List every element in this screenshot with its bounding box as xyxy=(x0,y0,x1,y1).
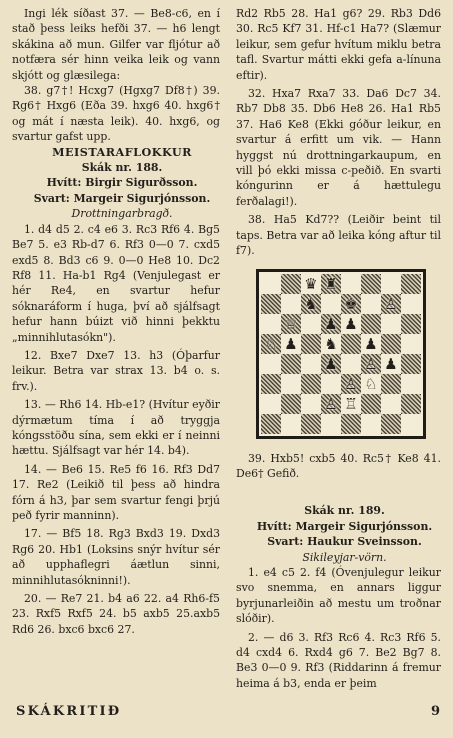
chess-piece-icon: ♙ xyxy=(384,294,398,313)
board-square xyxy=(381,294,401,314)
chess-piece-icon: ♛ xyxy=(304,274,318,293)
board-square xyxy=(341,294,361,314)
paragraph: 17. — Bf5 18. Rg3 Bxd3 19. Dxd3 Rg6 20. Hb1 (Loksins snýr hvítur sér að upphaflegri áætlun sinni, minnihlutasókninni!). xyxy=(12,527,220,587)
game-title: Skák nr. 188. xyxy=(81,161,163,175)
board-square xyxy=(261,374,281,394)
board-square xyxy=(301,394,321,414)
board-square xyxy=(281,294,301,314)
board-square xyxy=(401,314,421,334)
game-title: Skák nr. 189. xyxy=(304,504,385,518)
chess-piece-icon: ♘ xyxy=(364,374,378,393)
board-square xyxy=(361,414,381,434)
board-square xyxy=(361,294,381,314)
board-square xyxy=(401,274,421,294)
board-square xyxy=(381,274,401,294)
board-square xyxy=(341,334,361,354)
board-square xyxy=(381,354,401,374)
board-square xyxy=(281,394,301,414)
chess-piece-icon: ♟ xyxy=(324,354,338,373)
chess-piece-icon: ♞ xyxy=(324,334,338,353)
board-square xyxy=(321,294,341,314)
page-number: 9 xyxy=(431,704,441,719)
paragraph: 14. — Be6 15. Re5 f6 16. Rf3 Dd7 17. Re2 (Leikið til þess að hindra fórn á h3, þar sem svartur fengi þrjú peð fyrir manninn). xyxy=(12,462,220,522)
board-square xyxy=(321,374,341,394)
board-square xyxy=(341,274,361,294)
board-square xyxy=(321,334,341,354)
chess-piece-icon: ♟ xyxy=(284,334,298,353)
board-square xyxy=(381,334,401,354)
chess-piece-icon: ♙ xyxy=(344,374,358,393)
black-player: Svart: Haukur Sveinsson. xyxy=(267,535,422,549)
board-square xyxy=(381,374,401,394)
board-square xyxy=(401,354,421,374)
section-title: MEISTARAFLOKKUR xyxy=(52,144,192,159)
board-square xyxy=(341,414,361,434)
paragraph: 39. Hxb5! cxb5 40. Rc5† Ke8 41. De6† Gefið. xyxy=(236,451,441,480)
paragraph: Ingi lék síðast 37. — Be8-c6, en í stað þess leiks hefði 37. — h6 lengt skákina að mun. Gilfer var fljótur að notfæra sér hinn veika leik og vann skjótt og glæsilega: xyxy=(12,7,220,82)
board-square xyxy=(281,274,301,294)
board-square xyxy=(261,334,281,354)
board-square xyxy=(301,314,321,334)
board-square xyxy=(401,294,421,314)
chess-piece-icon: ♖ xyxy=(344,394,358,413)
board-square xyxy=(361,314,381,334)
board-square xyxy=(281,414,301,434)
magazine-name: SKÁKRITIÐ xyxy=(16,704,122,719)
board-square xyxy=(261,294,281,314)
board-square xyxy=(341,354,361,374)
board-square xyxy=(401,414,421,434)
board-square xyxy=(361,374,381,394)
board-square xyxy=(361,394,381,414)
board-square xyxy=(261,274,281,294)
board-square xyxy=(341,374,361,394)
board-square xyxy=(301,294,321,314)
board-square xyxy=(321,414,341,434)
paragraph: 12. Bxe7 Dxe7 13. h3 (Óþarfur leikur. Betra var strax 13. b4 o. s. frv.). xyxy=(12,348,220,393)
board-square xyxy=(261,414,281,434)
board-square xyxy=(301,414,321,434)
chess-piece-icon: ♕ xyxy=(284,314,298,333)
board-square xyxy=(341,394,361,414)
board-square xyxy=(301,354,321,374)
chess-board xyxy=(261,274,421,434)
paragraph: 38. g7†! Hcxg7 (Hgxg7 Df8†) 39. Rg6† Hxg6 (Eða 39. hxg6 40. hxg6† og mát í næsta leik). 40. hxg6, og svartur gafst upp. xyxy=(12,84,220,144)
board-square xyxy=(261,394,281,414)
board-square xyxy=(261,314,281,334)
chess-piece-icon: ♟ xyxy=(364,334,378,353)
opening-name: Sikileyjar-vörn. xyxy=(302,550,387,564)
chess-piece-icon: ♟ xyxy=(384,354,398,373)
board-square xyxy=(361,354,381,374)
board-square xyxy=(321,314,341,334)
chess-piece-icon: ♞ xyxy=(304,294,318,313)
paragraph: 32. Hxa7 Rxa7 33. Da6 Dc7 34. Rb7 Db8 35. Db6 He8 26. Ha1 Rb5 37. Ha6 Ke8 (Ekki góður leikur, en svartur á erfitt um vik. — Hann hyggst nú drottningarkaupum, en vill þó ekki missa c-peðið. En svarti kóngurinn er á hættulegu ferðalagi!). xyxy=(236,87,441,208)
chess-piece-icon: ♟ xyxy=(344,314,358,333)
paragraph: 1. e4 c5 2. f4 (Óvenjulegur leikur svo snemma, en annars liggur byrjunarleiðin að mestu um troðnar slóðir). xyxy=(236,565,441,626)
board-square xyxy=(401,394,421,414)
chess-piece-icon: ♟ xyxy=(324,314,338,333)
board-square xyxy=(321,394,341,414)
board-square xyxy=(401,374,421,394)
board-square xyxy=(381,414,401,434)
board-square xyxy=(301,274,321,294)
board-square xyxy=(301,334,321,354)
left-column xyxy=(12,6,220,637)
white-player: Hvítt: Birgir Sigurðsson. xyxy=(46,176,198,190)
chess-piece-icon: ♘ xyxy=(264,334,278,353)
black-player: Svart: Margeir Sigurjónsson. xyxy=(33,191,211,205)
paragraph: 38. Ha5 Kd7?? (Leiðir beint til taps. Betra var að leika kóng aftur til f7). xyxy=(236,213,441,258)
chess-piece-icon: ♙ xyxy=(324,394,338,413)
paragraph: 20. — Re7 21. b4 a6 22. a4 Rh6-f5 23. Rxf5 Rxf5 24. b5 axb5 25.axb5 Rd6 26. bxc6 bxc6 27. xyxy=(12,592,220,636)
paragraph: 2. — d6 3. Rf3 Rc6 4. Rc3 Rf6 5. d4 cxd4 6. Rxd4 g6 7. Be2 Bg7 8. Be3 0—0 9. Rf3 (Riddarinn á fremur heima á b3, enda er þeim xyxy=(236,630,441,690)
board-square xyxy=(281,314,301,334)
chess-piece-icon: ♙ xyxy=(364,354,378,373)
board-square xyxy=(381,394,401,414)
opening-name: Drottningarbragð. xyxy=(71,207,173,221)
board-square xyxy=(401,334,421,354)
board-square xyxy=(261,354,281,374)
board-square xyxy=(381,314,401,334)
right-column xyxy=(236,6,441,691)
board-square xyxy=(281,354,301,374)
chess-diagram xyxy=(256,269,426,439)
chess-piece-icon: ♚ xyxy=(344,294,358,313)
paragraph: 1. d4 d5 2. c4 e6 3. Rc3 Rf6 4. Bg5 Be7 5. e3 Rb-d7 6. Rf3 0—0 7. cxd5 exd5 8. Bd3 c6 9. 0—0 He8 10. Dc2 Rf8 11. Ha-b1 Rg4 (Venjulegast er hér Re4, en svartur hefur sóknaráform í huga, því að sjálfsagt hefur hann búizt við hinni þekktu „minnihlutasókn"). xyxy=(12,222,220,344)
white-player: Hvítt: Margeir Sigurjónsson. xyxy=(256,519,433,533)
board-square xyxy=(301,374,321,394)
paragraph: 13. — Rh6 14. Hb-e1? (Hvítur eyðir dýrmætum tíma í að tryggja kóngsstöðu sína, sem ekki er í neinni hættu. Sjálfsagt var hér 14. b4). xyxy=(12,398,220,458)
board-square xyxy=(361,334,381,354)
board-square xyxy=(281,334,301,354)
board-square xyxy=(361,274,381,294)
board-square xyxy=(321,274,341,294)
board-square xyxy=(281,374,301,394)
board-square xyxy=(321,354,341,374)
board-square xyxy=(341,314,361,334)
paragraph: Rd2 Rb5 28. Ha1 g6? 29. Rb3 Dd6 30. Rc5 Kf7 31. Hf-c1 Ha7? (Slæmur leikur, sem gefur hvítum miklu betra tafl. Svartur mátti ekki gefa a-línuna eftir). xyxy=(236,7,441,82)
chess-piece-icon: ♜ xyxy=(324,274,338,293)
